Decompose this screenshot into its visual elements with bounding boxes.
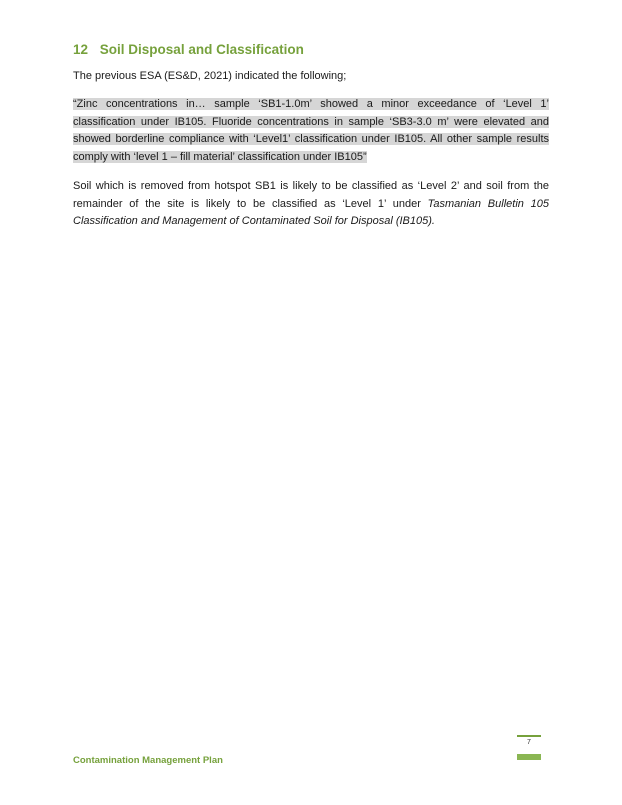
page-number-rule [517,735,541,737]
section-number: 12 [73,42,89,57]
body-paragraph [73,178,549,231]
section-title: Soil Disposal and Classification [99,42,304,57]
footer-title: Contamination Management Plan [73,755,223,766]
page-number-box [517,735,541,761]
page-number-bar [517,754,541,760]
highlighted-quote: “Zinc concentrations in… sample ‘SB1-1.0m’ showed a minor exceedance of ‘Level 1’ classification under IB105. Fluoride concentrations in sample ‘SB3-3.0 m’ were elevated and showed borderline compliance with ‘Level1’ classification under IB105. All other sample results comply with ‘level 1 – fill material’ classification under IB105” [73,98,549,163]
body-emphasis: Tasmanian Bulletin 105 Classification and Management of Contaminated Soil for Disposal (IB105). [73,197,549,227]
quote-paragraph [73,96,549,166]
intro-paragraph: The previous ESA (ES&D, 2021) indicated the following; [73,70,347,82]
section-heading [73,42,553,57]
page-number: 7 [527,739,531,746]
body-text: Soil which is removed from hotspot SB1 is likely to be classified as ‘Level 2’ and soil from the remainder of the site is likely to be classified as ‘Level 1’ under [73,180,549,210]
